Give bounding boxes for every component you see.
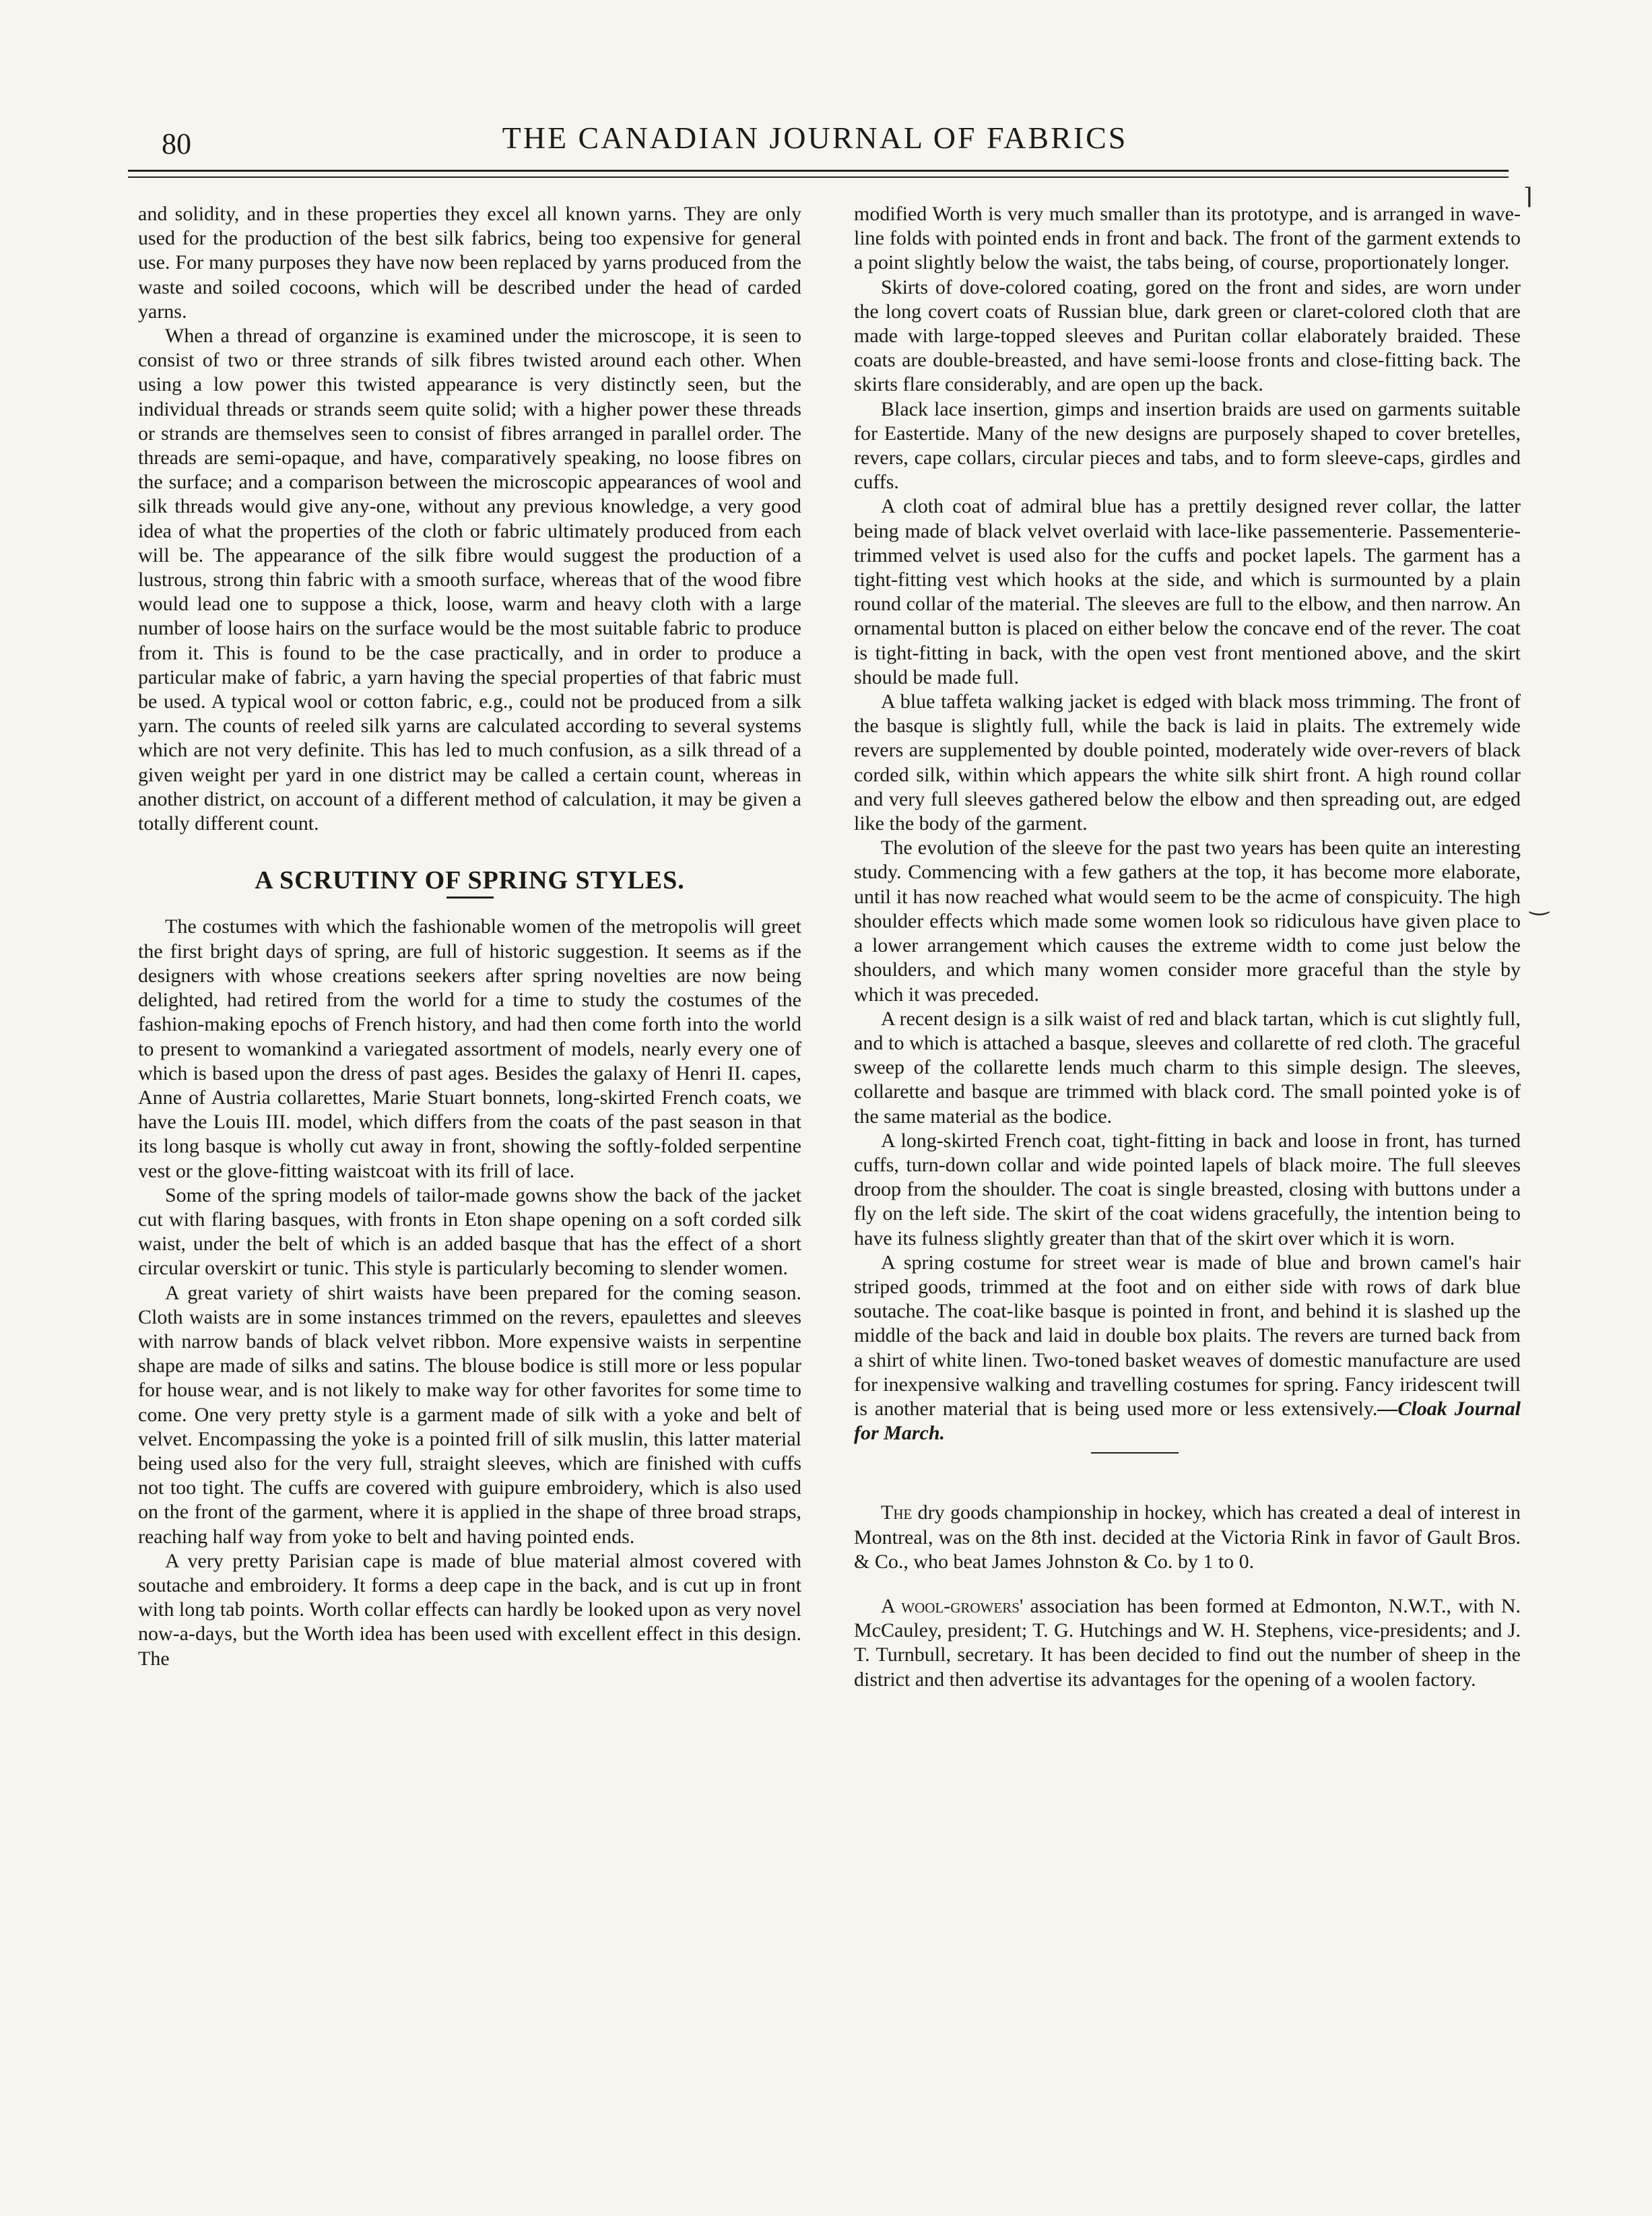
page-header <box>128 120 1502 160</box>
paragraph <box>854 1251 1521 1446</box>
news-item-wool-growers <box>854 1594 1521 1692</box>
margin-mark: ‿ <box>1530 890 1549 915</box>
heading-divider <box>447 897 494 899</box>
page-number: 80 <box>162 127 191 160</box>
article-end-rule <box>1091 1452 1179 1454</box>
paragraph: and solidity, and in these properties they excel all known yarns. They are only used for the production of the best silk fabrics, being too expensive for general use. For many purposes they have now been replaced by yarns produced from the waste and soiled cocoons, which will be described under the head of carded yarns. <box>138 203 801 323</box>
header-rule-bottom <box>128 176 1509 178</box>
paragraph: A great variety of shirt waists have been prepared for the coming season. Cloth waists are in some instances trimmed on the revers, epaulettes and sleeves with narrow bands of black velvet ribbon. More expensive waists in serpentine shape are made of silks and satins. The blouse bodice is still more or less popular for house wear, and is not likely to make way for other favorites for some time to come. One very pretty style is a garment made of silk with a yoke and belt of velvet. Encompassing the yoke is a pointed frill of silk muslin, this latter material being used also for the very full, straight sleeves, which are finished with cuffs not too tight. The cuffs are covered with guipure embroidery, which is also used on the front of the garment, where it is applied in the shape of three broad straps, reaching half way from yoke to belt and having pointed ends. <box>138 1281 801 1548</box>
news-lead: A wool-growers' <box>881 1594 1024 1617</box>
paragraph: Black lace insertion, gimps and insertion braids are used on garments suitable for Eastertide. Many of the new designs are purposely shaped to cover bretelles, revers, cape collars, circular pieces and tabs, and to form sleeve-caps, girdles and cuffs. <box>854 397 1521 494</box>
article-heading: A SCRUTINY OF SPRING STYLES. <box>255 866 685 895</box>
left-column <box>138 202 801 2189</box>
paragraph: The evolution of the sleeve for the past two years has been quite an interesting study. Commencing with a few gathers at the top, it has become more elaborate, until it has now reached what would seem to be the acme of conspicuity. The high shoulder effects which made some women look so ridiculous have given place to a lower arrangement which causes the extreme width to come just below the shoulders, and which many women consider more graceful than the style by which it was preceded. <box>854 837 1521 1006</box>
paragraph: A recent design is a silk waist of red and black tartan, which is cut slightly full, and to which is attached a basque, sleeves and collarette of red cloth. The graceful sweep of the collarette lends much charm to this simple design. The sleeves, collarette and basque are trimmed with black cord. The small pointed yoke is of the same material as the bodice. <box>854 1007 1521 1128</box>
paragraph: Skirts of dove-colored coating, gored on the front and sides, are worn under the long covert coats of Russian blue, dark green or claret-colored cloth that are made with large-topped sleeves and Puritan collar elaborately braided. These coats are double-breasted, and have semi-loose fronts and close-fitting back. The skirts flare considerably, and are open up the back. <box>854 275 1521 396</box>
margin-mark: ⌉ <box>1523 185 1533 209</box>
paragraph: A long-skirted French coat, tight-fitting in back and loose in front, has turned cuffs, turn-down collar and wide pointed lapels of black moire. The full sleeves droop from the shoulder. The coat is single breasted, closing with buttons under a fly on the left side. The skirt of the coat widens gracefully, the intention being to have its fulness slightly greater than that of the skirt over which it is worn. <box>854 1129 1521 1249</box>
right-column <box>854 202 1521 2189</box>
paragraph-text: A spring costume for street wear is made of blue and brown camel's hair striped goods, trimmed at the foot and on either side with rows of dark blue soutache. The coat-like basque is pointed in front, and behind it is slashed up the middle of the back and laid in double box plaits. The revers are turned back from a shirt of white linen. Two-toned basket weaves of domestic manufacture are used for inexpensive walking and travelling costumes for spring. Fancy iridescent twill is another material that is being used more or less extensively. <box>854 1251 1521 1420</box>
paragraph: A blue taffeta walking jacket is edged with black moss trimming. The front of the basque is slightly full, while the back is laid in plaits. The extremely wide revers are supplemented by double pointed, moderately wide over-revers of black corded silk, within which appears the white silk shirt front. A high round collar and very full sleeves gathered below the elbow and then spreading out, are edged like the body of the garment. <box>854 690 1521 835</box>
journal-title: THE CANADIAN JOURNAL OF FABRICS <box>502 121 1128 155</box>
news-lead: The <box>881 1501 913 1524</box>
paragraph: Some of the spring models of tailor-made gowns show the back of the jacket cut with flaring basques, with fronts in Eton shape opening on a soft corded silk waist, under the belt of which is an added basque that has the effect of a short circular overskirt or tunic. This style is particularly becoming to slender women. <box>138 1183 801 1280</box>
paragraph: When a thread of organzine is examined under the microscope, it is seen to consist of two or three strands of silk fibres twisted around each other. When using a low power this twisted appearance is very distinctly seen, but the individual threads or strands seem quite solid; with a higher power these threads or strands are themselves seen to consist of fibres arranged in parallel order. The threads are semi-opaque, and have, comparatively speaking, no loose fibres on the surface; and a comparison between the microscopic appearances of wool and silk threads would give any-one, without any previous knowledge, a very good idea of what the properties of the cloth or fabric ultimately produced from each will be. The appearance of the silk fibre would suggest the production of a lustrous, strong thin fabric with a smooth surface, whereas that of the wood fibre would lead one to suppose a thick, loose, warm and heavy cloth with a large number of loose hairs on the surface would be the most suitable fabric to produce from it. This is found to be the case practically, and in order to produce a particular make of fabric, a yarn having the special properties of that fabric must be used. A typical wool or cotton fabric, e.g., could not be produced from a silk yarn. The counts of reeled silk yarns are calculated according to several systems which are not very definite. This has led to much confusion, as a silk thread of a given weight per yard in one district may be called a certain count, whereas in another district, on account of a different method of calculation, it may be given a totally different count. <box>138 325 801 835</box>
paragraph: A very pretty Parisian cape is made of blue material almost covered with soutache and embroidery. It forms a deep cape in the back, and is cut up in front with long tab points. Worth collar effects can hardly be looked upon as very novel now-a-days, but the Worth idea has been used with excellent effect in this design. The <box>138 1549 801 1670</box>
news-text: dry goods championship in hockey, which has created a deal of interest in Montreal, was on the 8th inst. decided at the Victoria Rink in favor of Gault Bros. & Co., who beat James Johnston & Co. by 1 to 0. <box>854 1501 1521 1573</box>
header-rule-top <box>128 170 1509 172</box>
paragraph: A cloth coat of admiral blue has a prettily designed rever collar, the latter being made of black velvet overlaid with lace-like passementerie. Passementerie-trimmed velvet is used also for the cuffs and pocket lapels. The garment has a tight-fitting vest which hooks at the side, and which is surmounted by a plain round collar of the material. The sleeves are full to the elbow, and then narrow. An ornamental button is placed on either below the concave end of the rever. The coat is tight-fitting in back, with the open vest front mentioned above, and the skirt should be made full. <box>854 495 1521 688</box>
spacer <box>854 1574 1521 1594</box>
paragraph: The costumes with which the fashionable women of the metropolis will greet the first bright days of spring, are full of historic suggestion. It seems as if the designers with whose creations seekers after spring novelties are now being delighted, had retired from the world for a time to study the costumes of the fashion-making epochs of French history, and had then come forth into the world to present to womankind a variegated assortment of models, nearly every one of which is based upon the dress of past ages. Besides the galaxy of Henri II. capes, Anne of Austria collarettes, Marie Stuart bonnets, long-skirted French coats, we have the Louis III. model, which differs from the coats of the past season in that its long basque is wholly cut away in front, showing the softly-folded serpentine vest or the glove-fitting waistcoat with its frill of lace. <box>138 915 801 1182</box>
news-item-hockey <box>854 1501 1521 1574</box>
news-text: association has been formed at Edmonton, N.W.T., with N. McCauley, president; T. G. Hutchings and W. H. Stephens, vice-presidents; and J. T. Turnbull, secretary. It has been decided to find out the number of sheep in the district and then advertise its advantages for the opening of a woolen factory. <box>854 1594 1521 1691</box>
article-credit: —Cloak Journal for March. <box>854 1397 1521 1445</box>
paragraph: modified Worth is very much smaller than its prototype, and is arranged in wave-line folds with pointed ends in front and back. The front of the garment extends to a point slightly below the waist, the tabs being, of course, proportionately longer. <box>854 203 1521 274</box>
